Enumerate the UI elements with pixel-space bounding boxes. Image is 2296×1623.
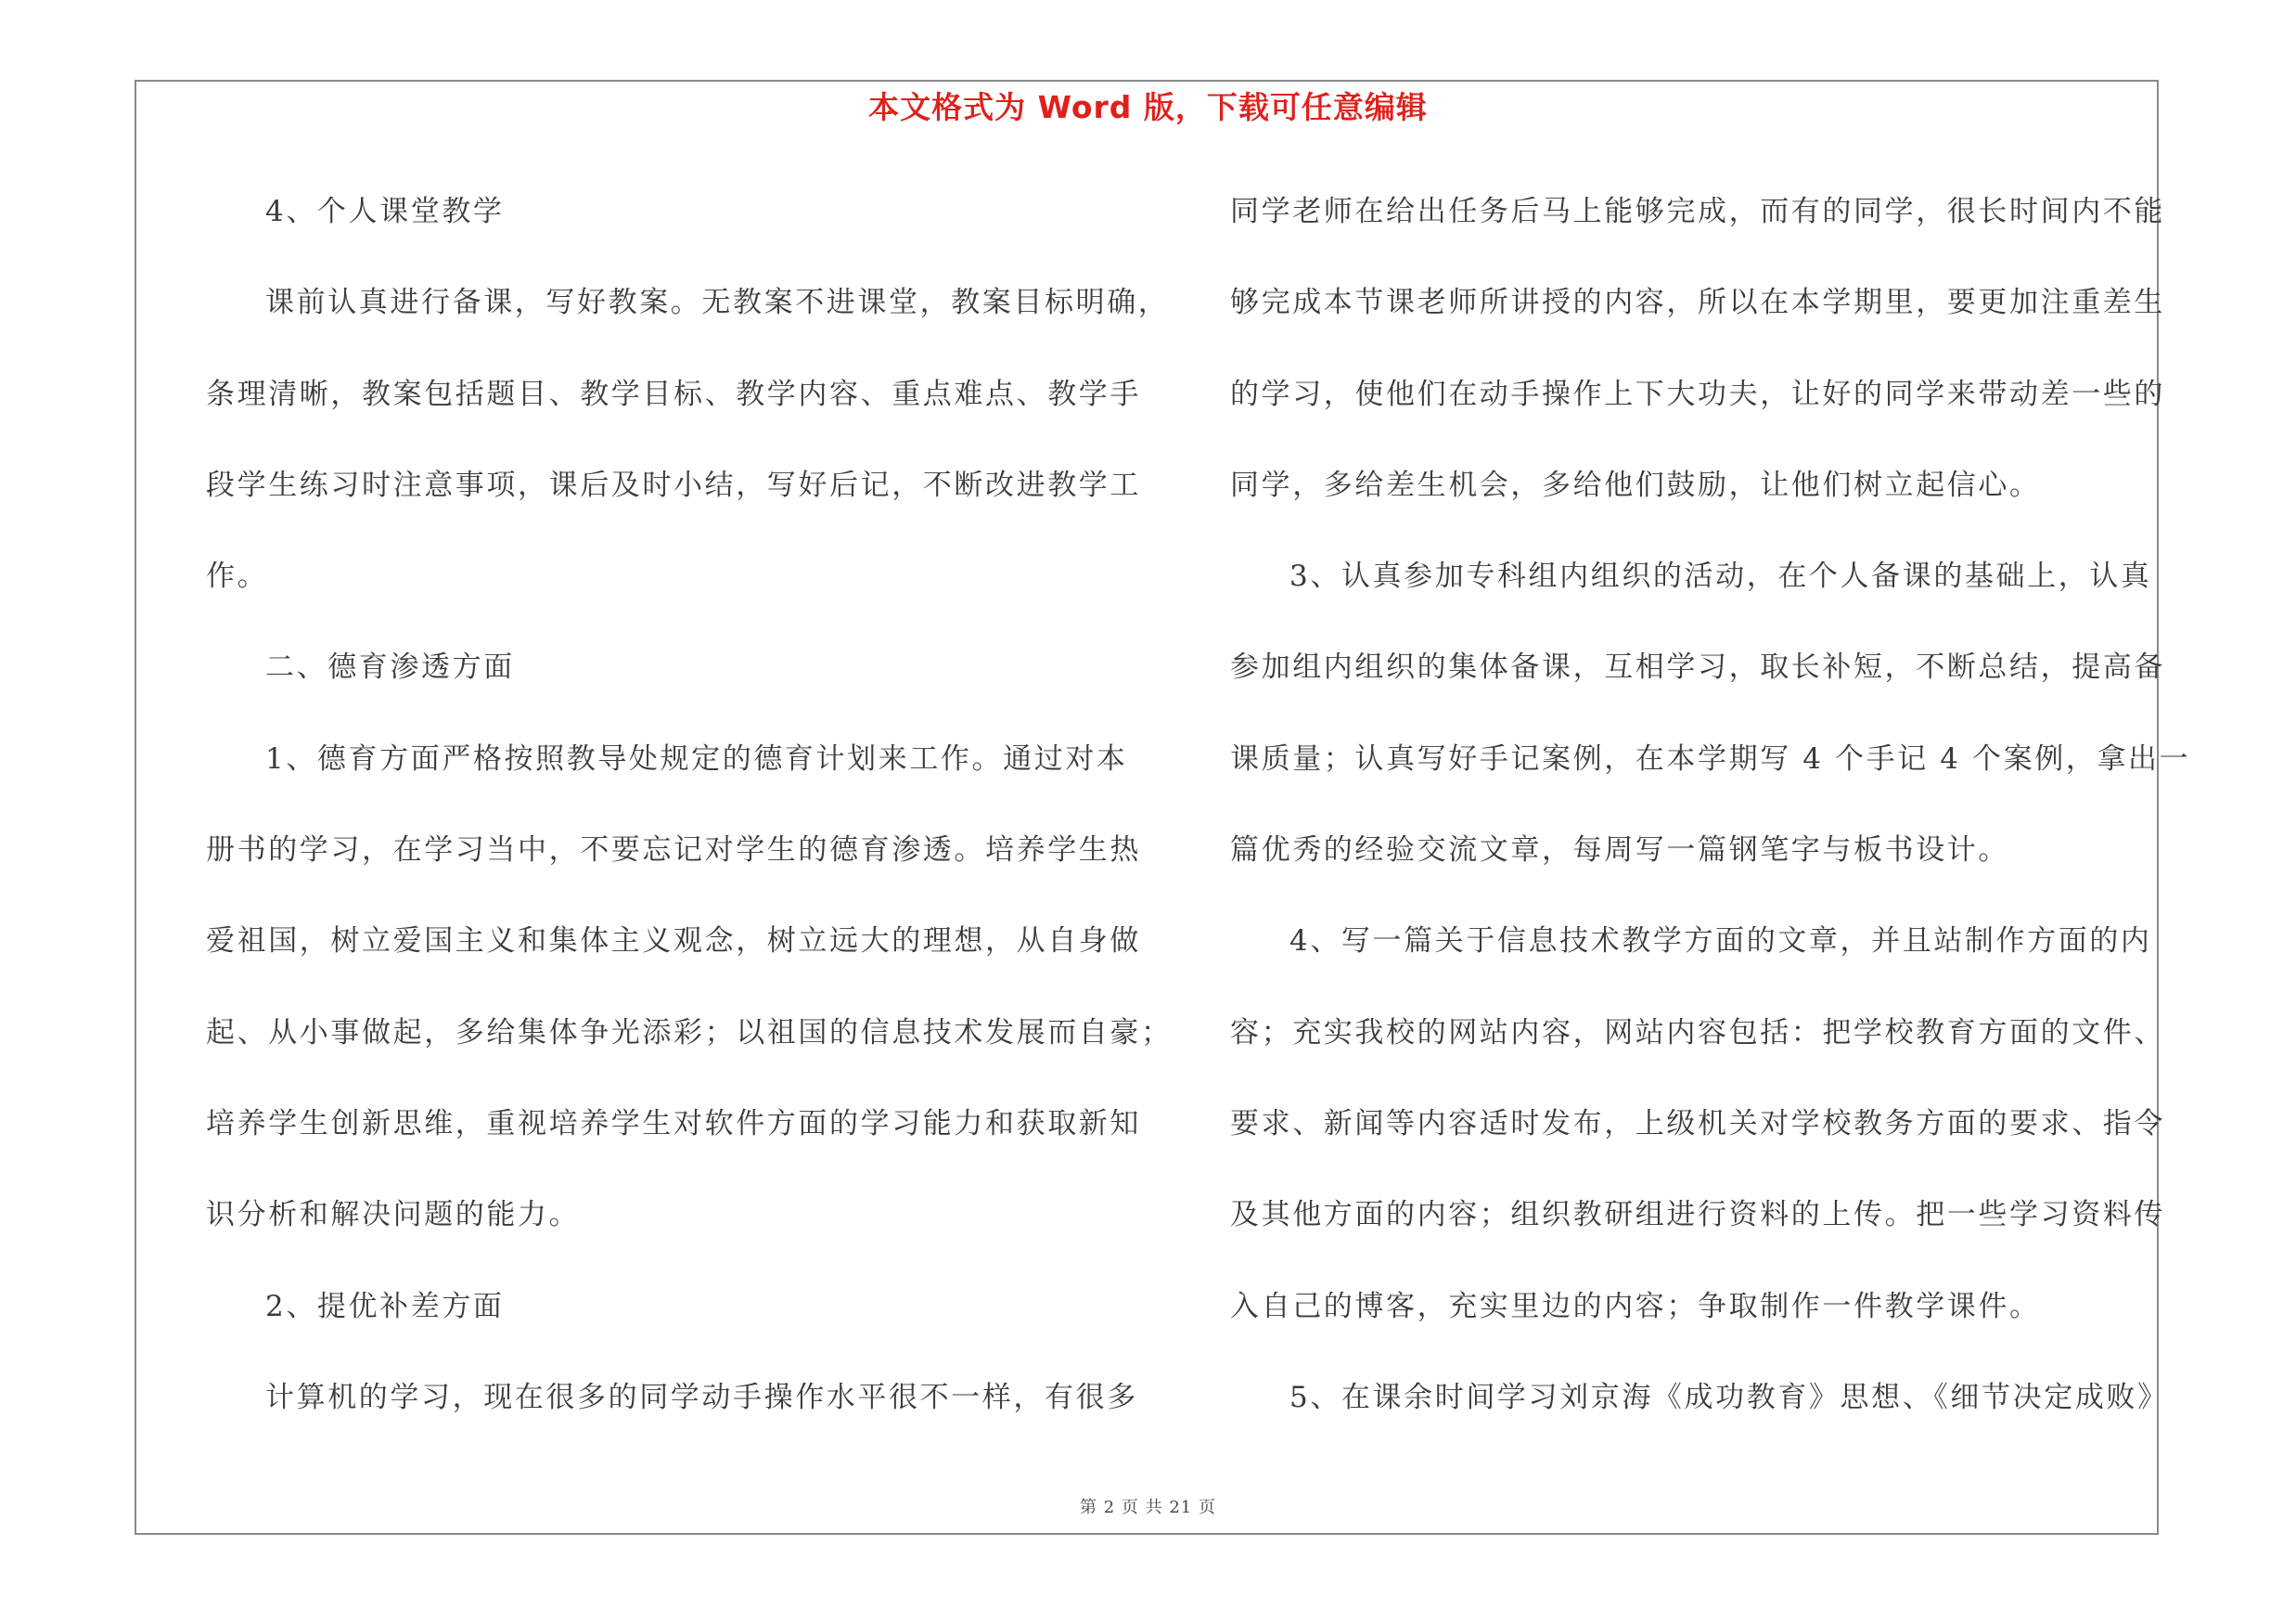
text-line: 作。: [206, 560, 269, 594]
text-line: 册书的学习，在学习当中，不要忘记对学生的德育渗透。培养学生热: [206, 833, 1141, 868]
text-line: 识分析和解决问题的能力。: [206, 1198, 581, 1232]
page-number-footer: 第 2 页 共 21 页: [1080, 1498, 1216, 1517]
right-text-column: [1230, 184, 2191, 1461]
text-line: 的学习，使他们在动手操作上下大功夫，让好的同学来带动差一些的: [1230, 377, 2165, 411]
text-line: 课前认真进行备课，写好教案。无教案不进课堂，教案目标明确，: [265, 286, 1170, 320]
text-line: 培养学生创新思维，重视培养学生对软件方面的学习能力和获取新知: [206, 1106, 1141, 1140]
text-line: 3、认真参加专科组内组织的活动，在个人备课的基础上，认真: [1289, 560, 2152, 594]
text-line: 够完成本节课老师所讲授的内容，所以在本学期里，要更加注重差生: [1230, 286, 2165, 320]
text-line: 5、在课余时间学习刘京海《成功教育》思想、《细节决定成败》: [1289, 1380, 2169, 1414]
header-banner: 本文格式为 Word 版，下载可任意编辑: [868, 89, 1428, 125]
text-line: 同学，多给差生机会，多给他们鼓励，让他们树立起信心。: [1230, 468, 2041, 502]
text-line: 1、德育方面严格按照教导处规定的德育计划来工作。通过对本: [265, 741, 1128, 776]
text-line: 2、提优补差方面: [265, 1289, 505, 1323]
text-line: 篇优秀的经验交流文章，每周写一篇钢笔字与板书设计。: [1230, 833, 2009, 868]
text-line: 爱祖国，树立爱国主义和集体主义观念，树立远大的理想，从自身做: [206, 924, 1141, 959]
text-line: 段学生练习时注意事项，课后及时小结，写好后记，不断改进教学工: [206, 468, 1141, 502]
text-line: 4、写一篇关于信息技术教学方面的文章，并且站制作方面的内: [1289, 924, 2152, 959]
text-line: 起、从小事做起，多给集体争光添彩；以祖国的信息技术发展而自豪；: [206, 1015, 1173, 1050]
text-line: 条理清晰，教案包括题目、教学目标、教学内容、重点难点、教学手: [206, 377, 1141, 411]
text-line: 参加组内组织的集体备课，互相学习，取长补短，不断总结，提高备: [1230, 650, 2165, 685]
text-line: 课质量；认真写好手记案例，在本学期写 4 个手记 4 个案例，拿出一: [1230, 741, 2191, 776]
text-line: 4、个人课堂教学: [265, 195, 505, 228]
text-line: 容；充实我校的网站内容，网站内容包括：把学校教育方面的文件、: [1230, 1015, 2165, 1050]
text-line: 二、德育渗透方面: [265, 650, 515, 685]
text-line: 入自己的博客，充实里边的内容；争取制作一件教学课件。: [1230, 1289, 2041, 1323]
left-text-column: [206, 184, 1173, 1461]
text-line: 要求、新闻等内容适时发布，上级机关对学校教务方面的要求、指令: [1230, 1106, 2165, 1140]
text-line: 同学老师在给出任务后马上能够完成，而有的同学，很长时间内不能: [1230, 195, 2165, 228]
text-line: 计算机的学习，现在很多的同学动手操作水平很不一样，有很多: [265, 1380, 1138, 1414]
text-line: 及其他方面的内容；组织教研组进行资料的上传。把一些学习资料传: [1230, 1198, 2165, 1232]
